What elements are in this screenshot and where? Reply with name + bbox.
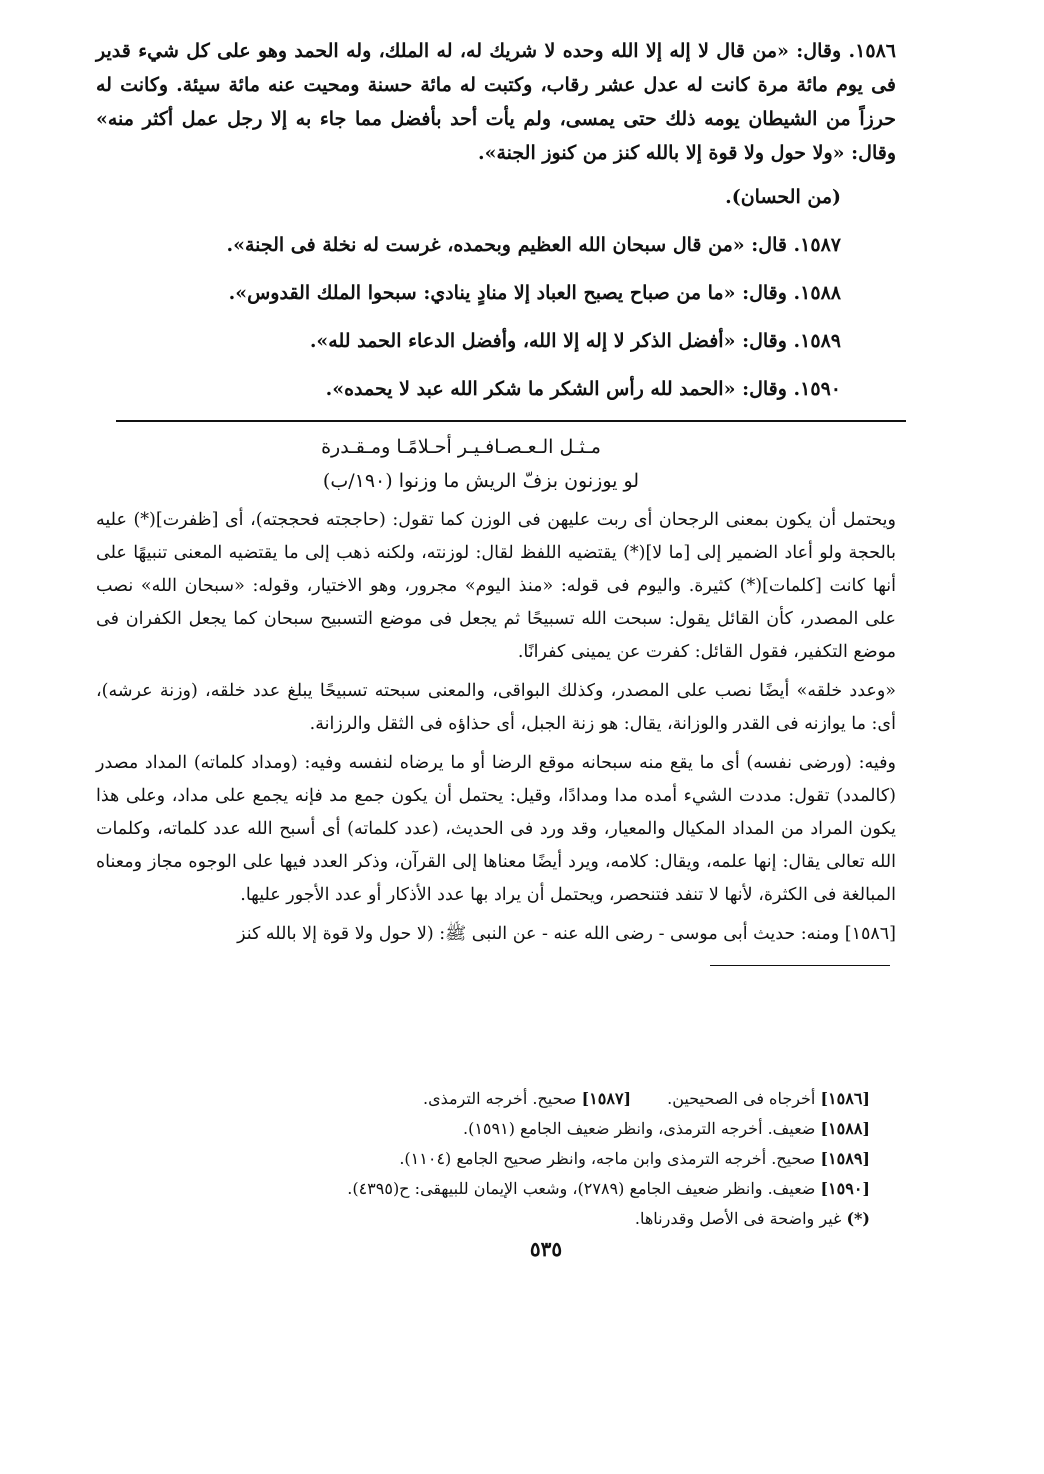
footnote-id: [١٥٨٨] — [820, 1119, 870, 1138]
footnotes — [250, 1084, 870, 1234]
footnote-text: صحيح. أخرجه الترمذى وابن ماجه، وانظر صحيح الجامع (١١٠٤). — [399, 1149, 816, 1168]
footnote-1586 — [667, 1084, 870, 1114]
hadith-1589: ١٥٨٩. وقال: «أفضل الذكر لا إله إلا الله، وأفضل الدعاء الحمد لله». — [309, 330, 841, 352]
poetry-verse-line-2: لو يوزنون بزفّ الريش ما وزنوا (١٩٠/ب) — [322, 470, 640, 492]
hadith-text: وقال: «ما من صباح يصبح العباد إلا منادٍ ينادي: سبحوا الملك القدوس». — [228, 282, 787, 304]
hadith-1586: ١٥٨٦. وقال: «من قال لا إله إلا الله وحده لا شريك له، له الملك، وله الحمد وهو على كل شيء قدير فى يوم مائة مرة كانت له عدل عشر رقاب، وكتبت له مائة حسنة ومحيت عنه مائة سيئة. وكانت له حرزاً من الشيطان يومه ذلك حتى يمسى، ولم يأت أحد بأفضل مما جاء به إلا رجل عمل أكثر منه» وقال: «ولا حول ولا قوة إلا بالله كنز من كنوز الجنة». — [96, 40, 896, 164]
hadith-number: ١٥٨٩ — [800, 330, 841, 352]
commentary-paragraph: وفيه: (ورضى نفسه) أى ما يقع منه سبحانه موقع الرضا أو ما يرضاه لنفسه وفيه: (ومداد كلماته) المداد مصدر (كالمدد) تقول: مددت الشيء أمده مدا ومدادًا، وقيل: يحتمل أن يكون جمع مد فإنه يجمع على مداد، وعلى هذا يكون المراد من المداد المكيال والمعيار، وقد ورد فى الحديث، (عدد كلماته) أى أسبح الله عدد كلماته، وكلمات الله تعالى يقال: إنها علمه، ويقال: كلامه، ويرد أيضًا معناها إلى القرآن، وذكر العدد فيها على الوجوه مجاز ومعناه المبالغة فى الكثرة، لأنها لا تنفد فتنحصر، ويحتمل أن يراد بها عدد الأذكار أو عدد الأجور عليها. — [96, 753, 896, 905]
footnote-divider — [710, 965, 890, 966]
page-number: ٥٣٥ — [529, 1237, 563, 1261]
commentary-paragraph: «وعدد خلقه» أيضًا نصب على المصدر، وكذلك البواقى، والمعنى سبحته تسبيحًا يبلغ عدد خلقه، (وزنة عرشه)، أى: ما يوازنه فى القدر والوزانة، يقال: هو زنة الجبل، أى حذاؤه فى الثقل والرزانة. — [96, 681, 896, 734]
commentary-paragraph: ويحتمل أن يكون بمعنى الرجحان أى ربت عليهن فى الوزن كما تقول: (حاججته فحججته)، أى [ظفرت](*) عليه بالحجة ولو أعاد الضمير إلى [ما لا](*) يقتضيه اللفظ لقال: لوزنته، ولكنه ذهب إلى ما يقتضيه المعنى تنبيهًا على أنها كانت [كلمات](*) كثيرة. واليوم فى قوله: «منذ اليوم» مجرور، وهو الاختيار، وقوله: «سبحان الله» نصب على المصدر، كأن القائل يقول: سبحت الله تسبيحًا ثم يجعل فى موضع التسبيح سبحان كما يجعل الكفران فى موضع التكفير، فقول القائل: كفرت عن يمينى كفرانًا. — [96, 510, 896, 662]
commentary — [96, 504, 896, 951]
hadith-text: وقال: «أفضل الذكر لا إله إلا الله، وأفضل الدعاء الحمد لله». — [309, 330, 787, 352]
hadith-1587: ١٥٨٧. قال: «من قال سبحان الله العظيم وبحمده، غرست له نخلة فى الجنة». — [226, 234, 841, 256]
commentary-paragraph: [١٥٨٦] ومنه: حديث أبى موسى - رضى الله عنه - عن النبى ﷺ: (لا حول ولا قوة إلا بالله كنز — [237, 924, 896, 944]
footnote-star — [250, 1204, 870, 1234]
hadith-text: وقال: «من قال لا إله إلا الله وحده لا شريك له، له الملك، وله الحمد وهو على كل شيء قدير فى يوم مائة مرة كانت له عدل عشر رقاب، وكتبت له مائة حسنة ومحيت عنه مائة سيئة. وكانت له حرزاً من الشيطان يومه ذلك حتى يمسى، ولم يأت أحد بأفضل مما جاء به إلا رجل عمل أكثر منه» وقال: «ولا حول ولا قوة إلا بالله كنز من كنوز الجنة». — [96, 40, 896, 164]
footnote-text: أخرجاه فى الصحيحين. — [667, 1089, 816, 1108]
footnote-text: ضعيف. أخرجه الترمذى، وانظر ضعيف الجامع (١٥٩١). — [462, 1119, 816, 1138]
footnote-1588 — [250, 1114, 870, 1144]
footnote-1589 — [250, 1144, 870, 1174]
footnote-id: [١٥٩٠] — [820, 1179, 870, 1198]
footnote-row — [250, 1084, 870, 1114]
footnote-text: غير واضحة فى الأصل وقدرناها. — [634, 1209, 842, 1228]
footnote-id: [١٥٨٦] — [820, 1089, 870, 1108]
hadith-number: ١٥٨٧ — [800, 234, 841, 256]
footnote-id: (*) — [846, 1209, 870, 1228]
section-label: (من الحسان). — [725, 186, 841, 208]
page-body — [96, 34, 896, 970]
footnote-text: ضعيف. وانظر ضعيف الجامع (٢٧٨٩)، وشعب الإيمان للبيهقى: ح(٤٣٩٥). — [347, 1179, 816, 1198]
poetry-verse-line-1: مـثـل الـعـصـافـيـر أحـلامًـا ومـقـدرة — [321, 436, 601, 458]
footnote-id: [١٥٨٩] — [820, 1149, 870, 1168]
footnote-1590 — [250, 1174, 870, 1204]
hadith-text: قال: «من قال سبحان الله العظيم وبحمده، غرست له نخلة فى الجنة». — [226, 234, 787, 256]
hadith-number: ١٥٩٠ — [800, 378, 841, 400]
hadith-text: وقال: «الحمد لله رأس الشكر ما شكر الله عبد لا يحمده». — [325, 378, 787, 400]
footnote-1587 — [423, 1084, 631, 1114]
hadith-number: ١٥٨٨ — [800, 282, 841, 304]
footnote-id: [١٥٨٧] — [581, 1089, 632, 1108]
hadith-1588: ١٥٨٨. وقال: «ما من صباح يصبح العباد إلا منادٍ ينادي: سبحوا الملك القدوس». — [228, 282, 841, 304]
hadith-1590: ١٥٩٠. وقال: «الحمد لله رأس الشكر ما شكر الله عبد لا يحمده». — [325, 378, 841, 400]
section-divider — [116, 420, 906, 422]
hadith-number: ١٥٨٦ — [855, 40, 896, 62]
footnote-text: صحيح. أخرجه الترمذى. — [422, 1089, 577, 1108]
